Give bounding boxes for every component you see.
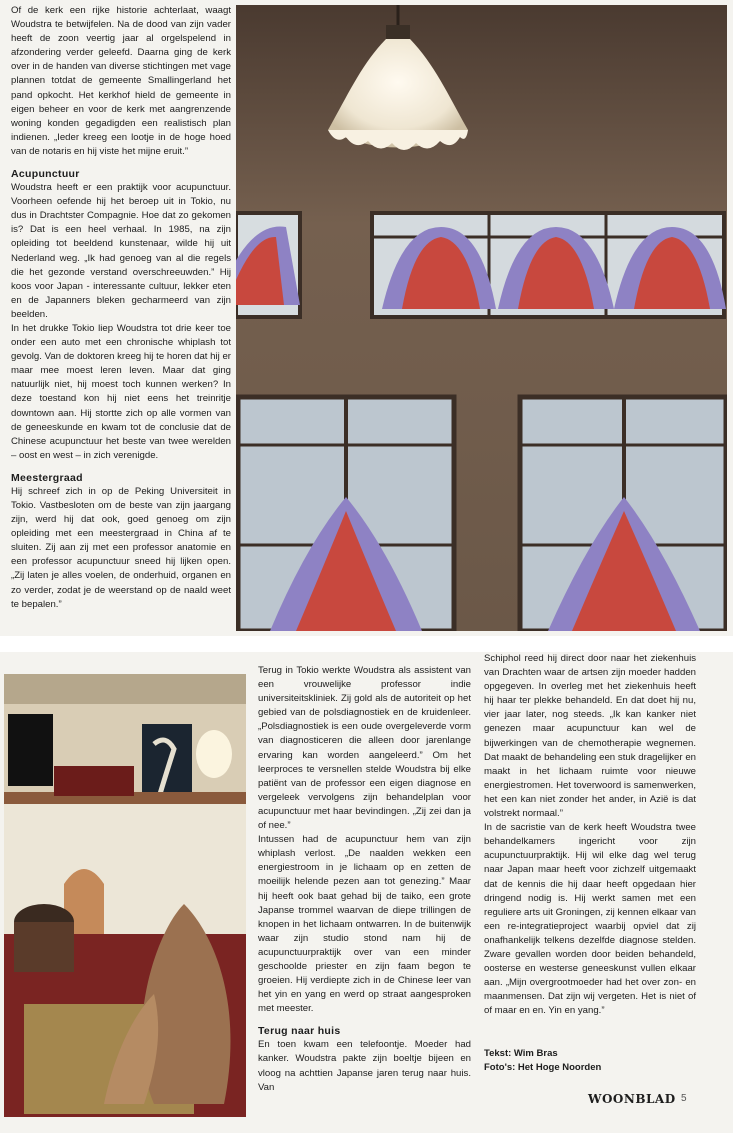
right-paragraph-1: Schiphol reed hij direct door naar het ziekenhuis van Drachten waar de artsen zijn moeder hadden opgegeven. In overleg met het ziekenhuis heeft hij haar ter plekke behandeld. En dat doet hij nu, vier jaar later, nog steeds. „Ik kan kanker niet genezen maar acupunctuur kan wel de bijwerkingen van de chemotherapie wegnemen. Dat maakt de behandeling een stuk dragelijker en maakt in het lichaam ruimte voor nieuwe energiestromen. Het toverwoord is samenwerken, het een kan niet zonder het ander, in Azië is dat volstrekt normaal.” (484, 653, 696, 820)
section-heading-meestergraad: Meestergraad (11, 471, 83, 484)
credits-block (484, 1047, 601, 1075)
acupunctuur-paragraph-1: Woudstra heeft er een praktijk voor acupunctuur. Voorheen oefende hij het beroep uit in Tokio, nu dus in Drachtster Compagnie. Hoe dat zo gekomen is? Dat is een heel verhaal. In 1985, na zijn opleiding tot beeldend kunstenaar, wilde hij uit Nederland weg. „Ik had genoeg van al die regels die het gezonde verstand overschreeuwden.” Hij koos voor Japan - interessante cultuur, lekker eten en de Japanners bleken gecharmeerd van zijn beelden. (11, 182, 231, 320)
studio-interior-photo (4, 674, 246, 1117)
section-heading-terug-naar-huis: Terug naar huis (258, 1025, 341, 1038)
wall-screen (8, 714, 53, 786)
lower-stained-glass-right (520, 397, 726, 631)
middle-text-column (258, 664, 471, 1095)
middle-paragraph-1: Terug in Tokio werkte Woudstra als assistent van een vrouwelijke professor indie universiteitskliniek. Zij gold als de autoriteit op het gebied van de polsdiagnostiek en de kruidenleer. „Polsdiagnostiek is een oude overgeleverde vorm van diagnosticeren die alleen door jarenlange ervaring kan worden aangeleerd.” Om het leerproces te versnellen stelde Woudstra bij elke patiënt van de professor een eigen diagnose en vergeleek vervolgens zijn behandelplan voor acupunctuur met haar bevindingen. „Zij zei dan ja of nee.” (258, 665, 471, 832)
intro-paragraph: Of de kerk een rijke historie achterlaat, waagt Woudstra te betwijfelen. Na de dood van zijn vader heeft de zoon veertig jaar al orgelspelend in afzondering verder geleefd. Daarna ging de kerk over in de handen van diverse stichtingen met vage plannen totdat de gemeente Smallingerland het pand opkocht. Het kerkhof hield de gemeente in eigen beheer en voor de kerk met aangrenzende woning konden gegadigden een realistisch plan indienen. „Ieder kreeg een lootje in de hoge hoed van de notaris en hij viste het mijne eruit.” (11, 5, 231, 157)
right-text-column (484, 652, 696, 1018)
acupunctuur-paragraph-2: In het drukke Tokio liep Woudstra tot drie keer toe onder een auto met een chronische whiplash tot gevolg. Van de doktoren kreeg hij te horen dat hij er maar mee moest leren leven. Maar dat ging natuurlijk niet, hij moest toch kunnen werken? In deze toestand kon hij niet eens het treinritje downtown aan. Hij stortte zich op alle vormen van de geneeskunde en kwam tot de conclusie dat de Chinese acupunctuur het beste van twee werelden – oost en west – in zich verenigde. (11, 322, 231, 461)
text-credit: Tekst: Wim Bras (484, 1048, 558, 1059)
right-paragraph-2: In de sacristie van de kerk heeft Woudstra twee behandelkamers ingericht voor zijn acupunctuurpraktijk. Hij wil elke dag wel terug naar Japan maar heeft voor zichzelf uitgemaakt dat de kennis die hij daar heeft opgedaan hier dringend nodig is. Hij werkt samen met een reguliere arts uit Groningen, zij kennen elkaar van een re-integratieproject waarbij opviel dat zij onafhankelijk telkens dezelfde diagnose stelden. Zware gevallen worden door beiden behandeld, oosterse en westerse geneeskunst vullen elkaar aan. „Mijn overgrootmoeder had het over zon- en maanmensen. Dat zijn wij vergeten. Het is niet of of maar en en. Yin en yang.” (484, 822, 696, 1017)
section-heading-acupunctuur: Acupunctuur (11, 168, 80, 181)
page-number: 5 (681, 1093, 687, 1104)
bottom-magazine-page (0, 652, 733, 1133)
middle-paragraph-3: En toen kwam een telefoontje. Moeder had kanker. Woudstra pakte zijn boeltje bijeen en vloog na achttien Japanse jaren terug naar huis. Van (258, 1039, 471, 1093)
top-text-column (11, 4, 231, 612)
photo-credit: Foto's: Het Hoge Noorden (484, 1062, 602, 1073)
church-window-photo (236, 5, 727, 631)
middle-paragraph-2: Intussen had de acupunctuur hem van zijn whiplash verlost. „De naalden wekken een energiestroom in je lichaam op en zetten de moeilijk helende pezen aan tot genezing.” Maar hij heeft ook baat gehad bij de taiko, een grote Japanse trommel waarvan de diepe trillingen de knopen in het lichaam ontwarren. In de buitenwijk waar zijn studio stond nam hij de acupunctuurpraktijk over van een minder geschoolde priester en zijn faam begon te groeien. Hij verdiepte zich in de Chinese leer van het yin en yang en werd op straat aangesproken met meester. (258, 834, 471, 1015)
lower-stained-glass-left (238, 397, 454, 631)
shelf-objects (54, 766, 134, 796)
upper-stained-glass-right (372, 213, 726, 317)
meestergraad-paragraph: Hij schreef zich in op de Peking Universiteit in Tokio. Vastbesloten om de beste van zijn jaargang zijn, werd hij dat ook, goed genoeg om zijn opleiding met een meestergraad in China af te sluiten. Zij aan zij met een professor anatomie en een professor acupunctuur sneed hij lijken open. „Zij laten je alles voelen, de onderhuid, organen en zo verder, zodat je de weerstand op de naald weet te bepalen.” (11, 485, 231, 610)
upper-stained-glass-left (236, 213, 300, 317)
paper-lantern (196, 730, 232, 778)
woonblad-logo: WOONBLAD (588, 1092, 676, 1106)
